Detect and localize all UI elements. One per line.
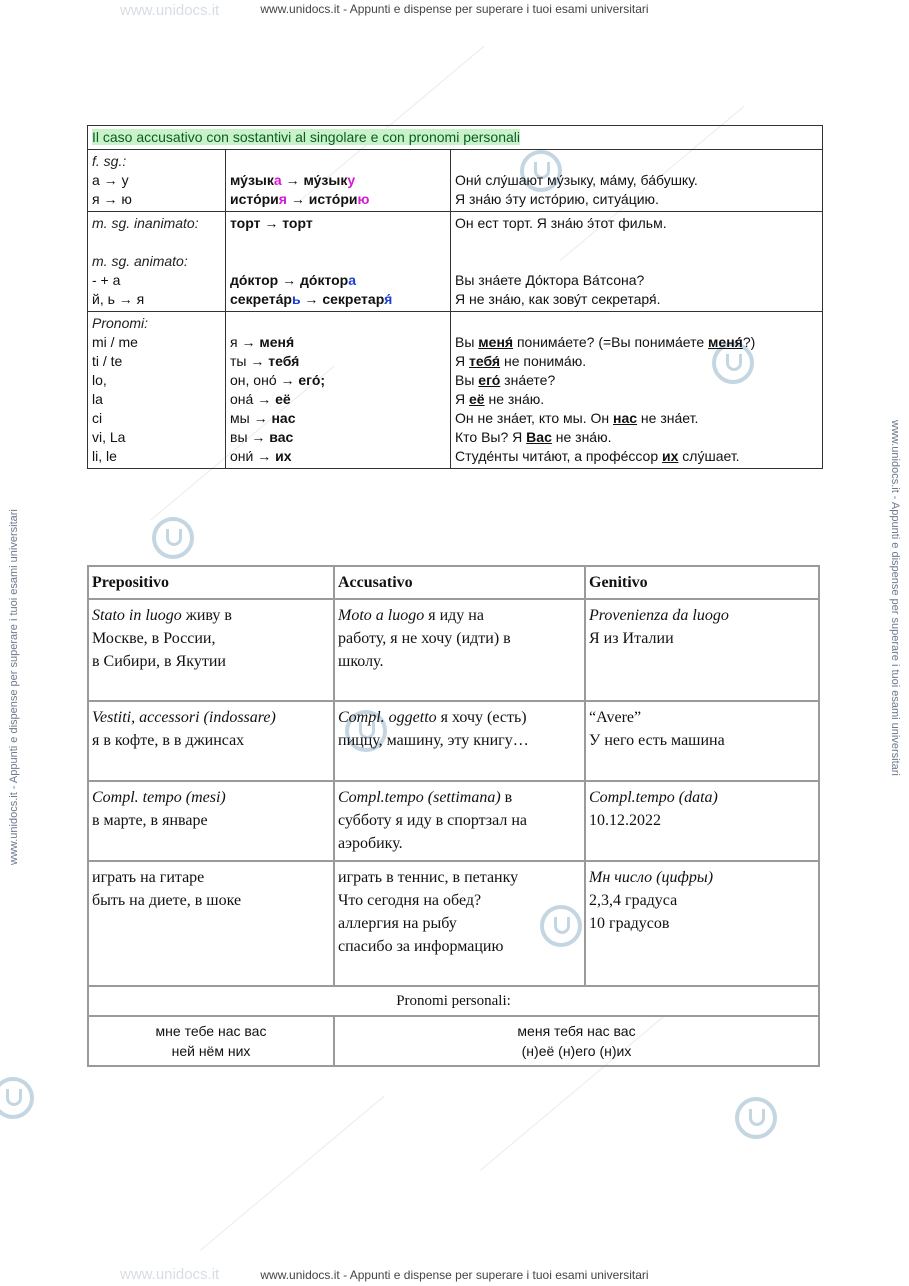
table-cell: играть на гитаре быть на диете, в шоке <box>88 861 334 986</box>
table-cell: Compl.tempo (settimana) в субботу я иду в спортзал на аэробику. <box>334 781 585 861</box>
column-header: Genitivo <box>585 566 819 599</box>
table-cell: Moto a luogo я иду на работу, я не хочу (идти) в школу. <box>334 599 585 701</box>
table-cell: Он ест торт. Я зна́ю э́тот фильм. Вы зна́ете До́ктора Ва́тсона? Я не зна́ю, как зову́т секретаря́. <box>451 212 823 312</box>
unidocs-logo-icon <box>152 517 194 559</box>
table-cell: Вы меня́ понима́ете? (=Вы понима́ете меня́?) Я тебя́ не понима́ю. Вы его́ зна́ете? Я её не зна́ю. Он не зна́ет, кто мы. Он нас не зна́ет. Кто Вы? Я Вас не зна́ю. Студе́нты чита́ют, а профе́ссор их слу́шает. <box>451 312 823 469</box>
table-cell: Stato in luogo живу в Москве, в России, в Сибири, в Якутии <box>88 599 334 701</box>
table-row <box>88 1016 819 1066</box>
watermark-ghost: www.unidocs.it <box>120 1266 220 1283</box>
table-row <box>88 861 819 986</box>
table-row <box>88 212 823 312</box>
table-title: Il caso accusativo con sostantivi al singolare e con pronomi personali <box>88 126 823 150</box>
table-header-row <box>88 566 819 599</box>
table-row <box>88 986 819 1016</box>
watermark-line <box>200 1096 384 1251</box>
table-cell: Мн число (цифры) 2,3,4 градуса 10 градусов <box>585 861 819 986</box>
table-cell: меня тебя нас вас (н)её (н)его (н)их <box>334 1016 819 1066</box>
accusative-table <box>87 125 823 469</box>
table-cell: Они́ слу́шают му́зыку, ма́му, ба́бушку. Я зна́ю э́ту исто́рию, ситуа́цию. <box>451 150 823 212</box>
table-cell: торт → торт до́ктор → до́ктора секрета́рь → секретаря́ <box>226 212 451 312</box>
table-cell: Compl.tempo (data) 10.12.2022 <box>585 781 819 861</box>
pronomi-title: Pronomi personali: <box>88 986 819 1016</box>
table-cell: Compl. oggetto я хочу (есть) пиццу, машину, эту книгу… <box>334 701 585 781</box>
watermark-top: www.unidocs.it - Appunti e dispense per superare i tuoi esami universitari <box>260 2 649 16</box>
watermark-side-left: www.unidocs.it - Appunti e dispense per superare i tuoi esami universitari <box>8 509 20 865</box>
table-row <box>88 150 823 212</box>
column-header: Prepositivo <box>88 566 334 599</box>
table-cell: Provenienza da luogo Я из Италии <box>585 599 819 701</box>
table-cell: я → меня́ ты → тебя́ он, оно́ → его́; она́ → её мы → нас вы → вас они́ → их <box>226 312 451 469</box>
watermark-ghost: www.unidocs.it <box>120 2 220 19</box>
unidocs-logo-icon <box>0 1077 34 1119</box>
table-row <box>88 312 823 469</box>
table-cell: f. sg.: а → у я → ю <box>88 150 226 212</box>
table-row <box>88 599 819 701</box>
table-cell: му́зыка → му́зыку исто́рия → исто́рию <box>226 150 451 212</box>
column-header: Accusativo <box>334 566 585 599</box>
watermark-bottom: www.unidocs.it - Appunti e dispense per superare i tuoi esami universitari <box>260 1268 649 1282</box>
table-cell: “Avere” У него есть машина <box>585 701 819 781</box>
table-cell: играть в теннис, в петанку Что сегодня на обед? аллергия на рыбу спасибо за информацию <box>334 861 585 986</box>
table-cell: Pronomi: mi / me ti / te lo, la ci vi, La li, le <box>88 312 226 469</box>
watermark-side-right: www.unidocs.it - Appunti e dispense per superare i tuoi esami universitari <box>889 420 901 776</box>
table-cell: мне тебе нас вас ней нём них <box>88 1016 334 1066</box>
table-cell: m. sg. inanimato: m. sg. animato: - + а й, ь → я <box>88 212 226 312</box>
unidocs-logo-icon <box>735 1097 777 1139</box>
table-cell: Vestiti, accessori (indossare) я в кофте, в в джинсах <box>88 701 334 781</box>
table-cell: Compl. tempo (mesi) в марте, в январе <box>88 781 334 861</box>
cases-table <box>87 565 820 1067</box>
table-row <box>88 701 819 781</box>
table-row <box>88 781 819 861</box>
